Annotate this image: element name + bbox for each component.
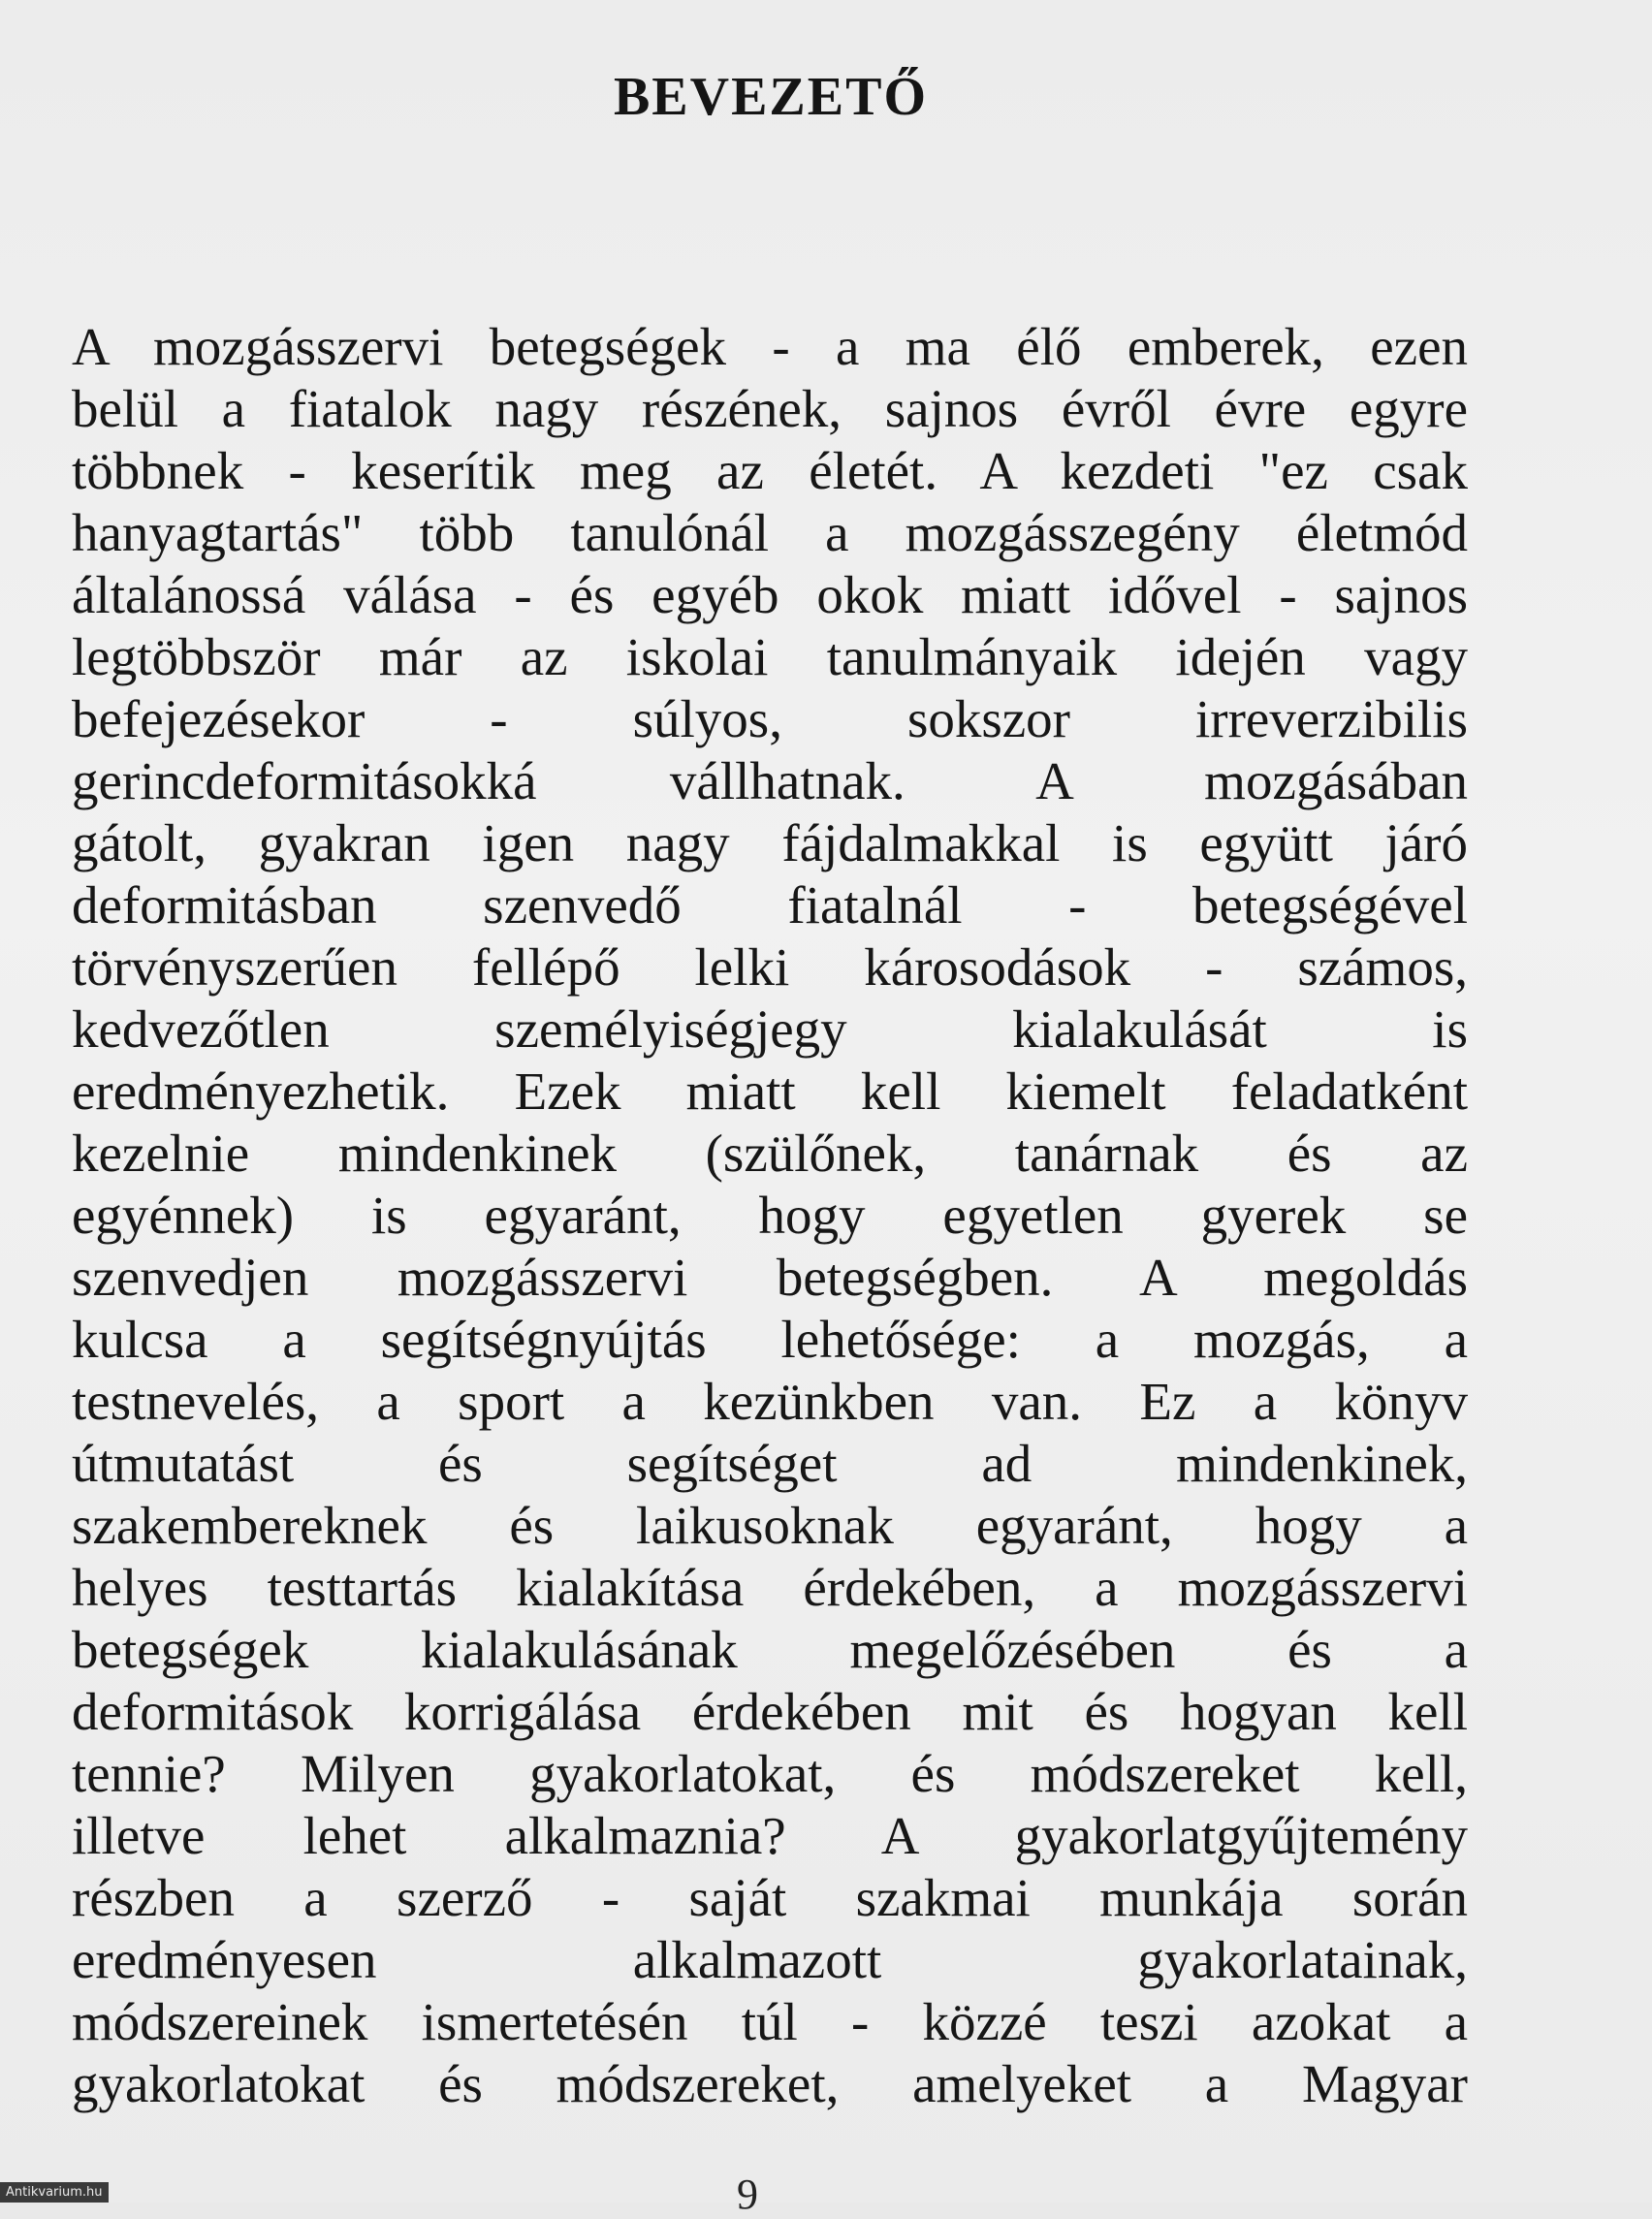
text-line: tennie? Milyen gyakorlatokat, és módszereket kell, xyxy=(72,1744,1468,1803)
text-line: részben a szerző - saját szakmai munkája során xyxy=(72,1868,1468,1927)
text-line: belül a fiatalok nagy részének, sajnos évről évre egyre xyxy=(72,379,1468,438)
text-line: gátolt, gyakran igen nagy fájdalmakkal is együtt járó xyxy=(72,813,1468,872)
text-line: gyakorlatokat és módszereket, amelyeket a Magyar xyxy=(72,2054,1468,2113)
text-line: általánossá válása - és egyéb okok miatt idővel - sajnos xyxy=(72,565,1468,624)
page-number: 9 xyxy=(737,2171,758,2218)
text-line: testnevelés, a sport a kezünkben van. Ez a könyv xyxy=(72,1372,1468,1431)
text-line: gerincdeformitásokká vállhatnak. A mozgásában xyxy=(72,751,1468,810)
text-line: deformitások korrigálása érdekében mit és hogyan kell xyxy=(72,1682,1468,1741)
body-text xyxy=(72,316,1468,2115)
text-line: deformitásban szenvedő fiatalnál - betegségével xyxy=(72,875,1468,935)
text-line: eredményesen alkalmazott gyakorlatainak, xyxy=(72,1930,1468,1989)
text-line: eredményezhetik. Ezek miatt kell kiemelt feladatként xyxy=(72,1062,1468,1121)
watermark: Antikvarium.hu xyxy=(0,2182,109,2203)
chapter-title: BEVEZETŐ xyxy=(613,67,929,127)
text-line: helyes testtartás kialakítása érdekében, a mozgásszervi xyxy=(72,1558,1468,1617)
text-line: betegségek kialakulásának megelőzésében és a xyxy=(72,1620,1468,1679)
text-line: útmutatást és segítséget ad mindenkinek, xyxy=(72,1434,1468,1493)
text-line: módszereinek ismertetésén túl - közzé teszi azokat a xyxy=(72,1992,1468,2051)
text-line: illetve lehet alkalmaznia? A gyakorlatgyűjtemény xyxy=(72,1806,1468,1865)
text-line: kezelnie mindenkinek (szülőnek, tanárnak és az xyxy=(72,1124,1468,1183)
text-line: A mozgásszervi betegségek - a ma élő emberek, ezen xyxy=(72,317,1468,376)
text-line: legtöbbször már az iskolai tanulmányaik idején vagy xyxy=(72,627,1468,686)
text-line: befejezésekor - súlyos, sokszor irreverzibilis xyxy=(72,689,1468,748)
text-line: egyénnek) is egyaránt, hogy egyetlen gyerek se xyxy=(72,1186,1468,1245)
text-line: törvényszerűen fellépő lelki károsodások - számos, xyxy=(72,937,1468,997)
text-line: hanyagtartás" több tanulónál a mozgásszegény életmód xyxy=(72,503,1468,562)
text-line: szenvedjen mozgásszervi betegségben. A megoldás xyxy=(72,1248,1468,1307)
text-line: többnek - keserítik meg az életét. A kezdeti "ez csak xyxy=(72,441,1468,500)
text-line: kedvezőtlen személyiségjegy kialakulását is xyxy=(72,999,1468,1059)
text-line: kulcsa a segítségnyújtás lehetősége: a mozgás, a xyxy=(72,1310,1468,1369)
text-line: szakembereknek és laikusoknak egyaránt, hogy a xyxy=(72,1496,1468,1555)
